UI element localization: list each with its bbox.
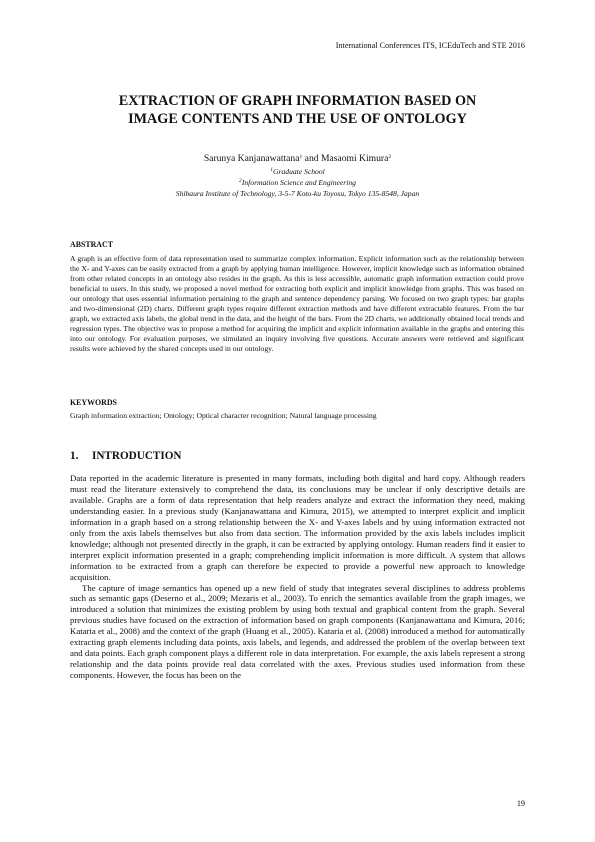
affiliation-line (70, 178, 525, 188)
keywords-heading: KEYWORDS (70, 398, 117, 407)
page-number: 19 (516, 799, 525, 808)
section-heading (70, 450, 182, 462)
body-paragraph: The capture of image semantics has opened up a new field of study that integrates several disciplines to address problems such as semantic gaps (Deserno et al., 2009; Mezaris et al., 2003). To enrich the semantics available from the graph images, we introduced a solution that minimizes the existing problem by using both textual and graphical content from the graph. Several previous studies have focused on the extraction of information based on graph components (Kanjanawattana and Kimura, 2016; Kataria et al., 2008) and the context of the graph (Huang et al., 2005). Kataria et al. (2008) introduced a method for automatically extracting graph elements including data points, axis labels, and legends, and addressed the problem of the overlap between text and data points. Each graph component plays a different role in data interpretation. For example, the axis labels represent a strong relationship and the data points provide real data correlated with the axes. Previous studies used information from these components. However, the focus has been on the (70, 582, 525, 681)
affiliation-line (70, 189, 525, 199)
introduction-body (70, 473, 525, 681)
affiliation-mark: 1 (270, 167, 274, 173)
abstract-heading: ABSTRACT (70, 240, 113, 249)
author-affiliation-mark: 1 (299, 154, 303, 160)
section-title: INTRODUCTION (92, 450, 182, 462)
author-list (70, 152, 525, 165)
running-head: International Conferences ITS, ICEduTech and STE 2016 (335, 41, 525, 50)
author-affiliation-mark: 2 (388, 154, 392, 160)
section-number: 1. (70, 450, 79, 462)
affiliation-mark: 2 (239, 178, 242, 184)
body-paragraph: Data reported in the academic literature is presented in many formats, including both digital and hard copy. Although readers must read the literature extensively to comprehend the data, its conclusions may be unclear if only descriptive details are available. Graphs are a form of data representation that help readers analyze and extract the information they need, making understanding easier. In a previous study (Kanjanawattana and Kimura, 2015), we attempted to interpret explicit and implicit information in a graph based on a strong relationship between the X- and Y-axes labels and by using information extracted not only from the axis labels themselves but also from data section. The information provided by the axis labels includes implicit knowledge; although not presented directly in the graph, it can be extracted by applying ontology. Human readers find it easier to interpret explicit information presented in a graph; comprehending implicit information is more difficult. A system that allows information to be extracted from a graph can therefore be expected to provide a powerful new approach to knowledge acquisition. (70, 473, 525, 582)
keywords-body: Graph information extraction; Ontology; Optical character recognition; Natural language processing (70, 411, 377, 420)
author-name: Masaomi Kimura (320, 153, 389, 164)
title-line-2: IMAGE CONTENTS AND THE USE OF ONTOLOGY (128, 111, 467, 127)
title-line-1: EXTRACTION OF GRAPH INFORMATION BASED ON (118, 93, 477, 109)
affiliation-text: Graduate School (273, 167, 325, 176)
affiliation-text: Information Science and Engineering (241, 178, 356, 187)
affiliation-text: Shibaura Institute of Technology, 3-5-7 Koto-ku Toyosu, Tokyo 135-8548, Japan (175, 189, 420, 198)
paper-title (70, 92, 525, 128)
author-conjunction: and (302, 153, 321, 164)
affiliation-line (70, 167, 525, 177)
author-name: Sarunya Kanjanawattana (203, 153, 300, 164)
abstract-body: A graph is an effective form of data representation used to summarize complex information. Explicit information such as the relationship between the X- and Y-axes can be easily extracted from a graph by applying human intelligence. However, implicit knowledge such as information obtained from other related concepts in an ontology also resides in the graph. As this is less accessible, automatic graph information extraction could prove beneficial to users. In this study, we proposed a novel method for extracting both explicit and implicit knowledge from graphs. This was based on our ontology that uses essential information pertaining to the graph and sentence dependency parsing. We focused on two graph types: bar graphs and two-dimensional (2D) charts. Different graph types require different extraction methods and have different extractable features. From the bar graph, we extracted axis labels, the global trend in the data, and the height of the bars. From the 2D charts, we additionally obtained local trends and regression types. The objective was to propose a method for acquiring the implicit and explicit information available in the graphs and entering this into our ontology. For evaluation purposes, we simulated an inquiry involving five questions. Accurate answers were retrieved and significant results were achieved by the shared concepts used in our ontology. (70, 254, 524, 354)
